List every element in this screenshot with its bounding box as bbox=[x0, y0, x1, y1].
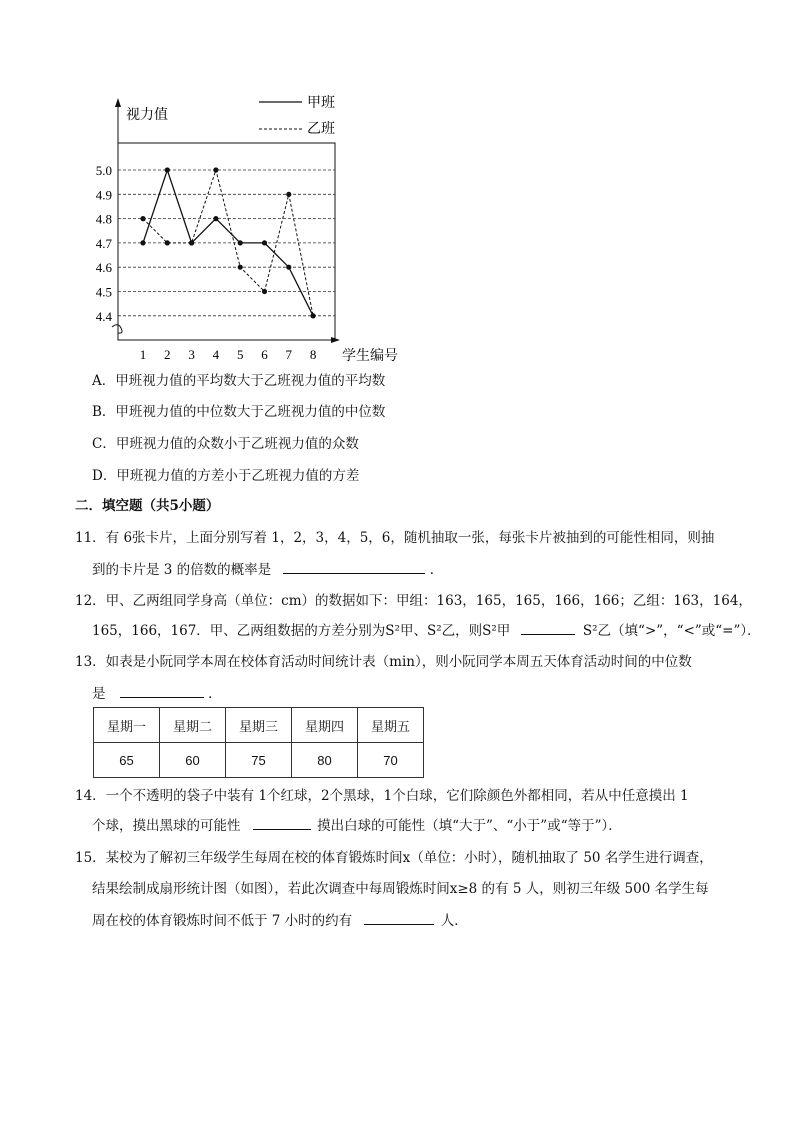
y-axis-arrow bbox=[115, 98, 121, 107]
q15-text: 周在校的体育锻炼时间不低于 7 小时的约有 bbox=[92, 913, 353, 929]
activity-table bbox=[93, 707, 424, 778]
q14-answer-blank[interactable] bbox=[253, 817, 311, 830]
q15-line1: 15．某校为了解初三年级学生每周在校的体育锻炼时间x（单位：小时），随机抽取了 50 名学生进行调查， bbox=[75, 850, 713, 866]
table-row bbox=[94, 743, 424, 778]
y-tick-label: 4.9 bbox=[95, 187, 112, 203]
y-tick-label: 4.8 bbox=[95, 211, 112, 227]
q12-text: 165，166，167．甲、乙两组数据的方差分别为S²甲、S²乙，则S²甲 bbox=[92, 623, 511, 639]
q15-line3 bbox=[92, 912, 468, 930]
q11-line2 bbox=[92, 561, 443, 579]
q13-text: 是 bbox=[92, 686, 106, 702]
x-tick-label: 3 bbox=[188, 347, 195, 362]
q13-line2 bbox=[92, 685, 222, 703]
section-title: 二．填空题（共5小题） bbox=[75, 498, 220, 514]
data-point bbox=[213, 167, 218, 172]
y-tick-label: 4.6 bbox=[95, 260, 112, 276]
data-point bbox=[286, 265, 291, 270]
y-tick-label: 4.7 bbox=[95, 235, 112, 251]
data-point bbox=[140, 240, 145, 245]
data-point bbox=[213, 216, 218, 221]
q13-answer-blank[interactable] bbox=[120, 685, 204, 698]
table-header-cell: 星期二 bbox=[160, 708, 226, 743]
q15-end: 人． bbox=[440, 913, 468, 929]
x-tick-label: 8 bbox=[309, 347, 317, 362]
data-point bbox=[140, 216, 145, 221]
q11-line1: 11．有 6张卡片，上面分别写着 1，2，3，4，5，6，随机抽取一张，每张卡片被抽到的可能性相同，则抽 bbox=[75, 530, 715, 546]
x-tick-label: 2 bbox=[164, 347, 171, 362]
table-cell: 60 bbox=[160, 743, 226, 778]
data-point bbox=[286, 192, 291, 197]
q12-answer-blank[interactable] bbox=[521, 622, 575, 635]
table-cell: 65 bbox=[94, 743, 160, 778]
x-tick-label: 4 bbox=[212, 347, 220, 362]
data-point bbox=[311, 313, 316, 318]
x-axis-label: 学生编号 bbox=[342, 349, 398, 364]
data-point bbox=[165, 167, 170, 172]
option-b: B．甲班视力值的中位数大于乙班视力值的中位数 bbox=[92, 404, 386, 420]
q11-text: 到的卡片是 3 的倍数的概率是 bbox=[92, 562, 272, 578]
vision-line-chart bbox=[0, 0, 794, 370]
option-c: C．甲班视力值的众数小于乙班视力值的众数 bbox=[92, 436, 359, 452]
x-tick-label: 5 bbox=[236, 347, 244, 362]
q11-answer-blank[interactable] bbox=[283, 561, 425, 574]
data-point bbox=[189, 240, 194, 245]
x-tick-label: 1 bbox=[139, 347, 147, 362]
table-header-cell: 星期四 bbox=[292, 708, 358, 743]
q11-end: ． bbox=[429, 562, 444, 578]
table-cell: 70 bbox=[358, 743, 424, 778]
y-axis-label: 视力值 bbox=[126, 108, 168, 123]
data-point bbox=[238, 265, 243, 270]
plot-frame bbox=[118, 143, 335, 340]
x-tick-label: 6 bbox=[261, 347, 268, 362]
table-cell: 80 bbox=[292, 743, 358, 778]
table-header-cell: 星期三 bbox=[226, 708, 292, 743]
table-cell: 75 bbox=[226, 743, 292, 778]
legend-label-jia: 甲班 bbox=[307, 96, 335, 111]
data-point bbox=[165, 240, 170, 245]
option-d: D．甲班视力值的方差小于乙班视力值的方差 bbox=[92, 468, 360, 484]
q14-line2 bbox=[92, 817, 622, 835]
y-tick-label: 5.0 bbox=[95, 163, 112, 178]
data-point bbox=[262, 240, 267, 245]
q15-line2: 结果绘制成扇形统计图（如图），若此次调查中每周锻炼时间x≥8 的有 5 人，则初三年级 500 名学生每 bbox=[92, 881, 709, 897]
y-tick-label: 4.5 bbox=[95, 284, 112, 300]
x-tick-label: 7 bbox=[285, 347, 293, 362]
q13-end: ． bbox=[208, 686, 222, 702]
q12-line2 bbox=[92, 622, 761, 640]
q14-text: 个球，摸出黑球的可能性 bbox=[92, 818, 241, 834]
legend-label-yi: 乙班 bbox=[307, 122, 335, 137]
table-header-cell: 星期五 bbox=[358, 708, 424, 743]
data-point bbox=[262, 289, 267, 294]
option-a: A．甲班视力值的平均数大于乙班视力值的平均数 bbox=[92, 373, 386, 389]
q13-line1: 13．如表是小阮同学本周在校体育活动时间统计表（min），则小阮同学本周五天体育活动时间的中位数 bbox=[75, 654, 692, 670]
table-header-cell: 星期一 bbox=[94, 708, 160, 743]
data-point bbox=[238, 240, 243, 245]
table-header-row bbox=[94, 708, 424, 743]
q14-line1: 14．一个不透明的袋子中装有 1个红球，2个黑球，1个白球，它们除颜色外都相同，若从中任意摸出 1 bbox=[75, 788, 689, 804]
q12-line1: 12．甲、乙两组同学身高（单位：cm）的数据如下：甲组：163，165，165，166，166；乙组：163，164， bbox=[75, 593, 752, 609]
axis-break bbox=[112, 325, 122, 333]
q12-end: S²乙（填“>”，“<”或“=”）． bbox=[582, 623, 761, 639]
q15-answer-blank[interactable] bbox=[364, 912, 434, 925]
q14-end: 摸出白球的可能性（填“大于”、“小于”或“等于”）． bbox=[317, 818, 622, 834]
y-tick-label: 4.4 bbox=[95, 308, 112, 324]
